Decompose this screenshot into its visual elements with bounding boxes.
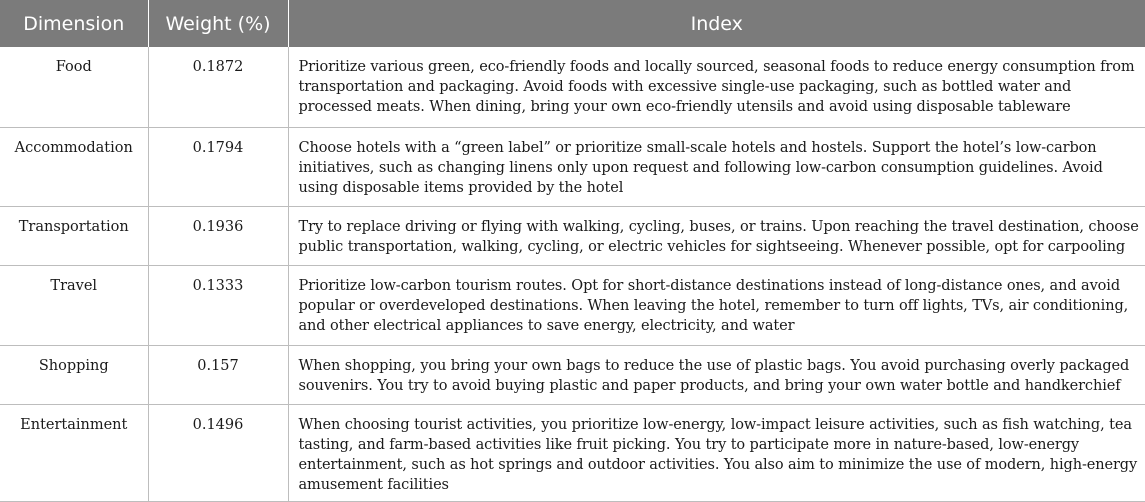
table-row — [0, 345, 1145, 404]
header-dimension: Dimension — [0, 0, 148, 47]
index-cell: When shopping, you bring your own bags to reduce the use of plastic bags. You avoid purchasing overly packaged souvenirs. You try to avoid buying plastic and paper products, and bring your own water bottle and handkerchief — [288, 345, 1145, 404]
table-row — [0, 47, 1145, 127]
index-cell: Prioritize low-carbon tourism routes. Opt for short-distance destinations instead of long-distance ones, and avoid popular or overdeveloped destinations. When leaving the hotel, remember to turn off lights, TVs, air conditioning, and other electrical appliances to save energy, electricity, and water — [288, 265, 1145, 345]
dimension-cell: Food — [0, 47, 148, 127]
table-body — [0, 47, 1145, 501]
index-cell: Prioritize various green, eco-friendly foods and locally sourced, seasonal foods to reduce energy consumption from transportation and packaging. Avoid foods with excessive single-use packaging, such as bottled water and processed meats. When dining, bring your own eco-friendly utensils and avoid using disposable tableware — [288, 47, 1145, 127]
header-weight: Weight (%) — [148, 0, 288, 47]
index-cell: Try to replace driving or flying with walking, cycling, buses, or trains. Upon reaching the travel destination, choose public transportation, walking, cycling, or electric vehicles for sightseeing. Whenever possible, opt for carpooling — [288, 206, 1145, 265]
weight-cell: 0.1794 — [148, 127, 288, 206]
weight-cell: 0.1936 — [148, 206, 288, 265]
header-index: Index — [690, 12, 743, 35]
dimension-cell: Travel — [0, 265, 148, 345]
weight-cell: 0.1333 — [148, 265, 288, 345]
table-header — [0, 0, 1145, 47]
table-row — [0, 206, 1145, 265]
weight-cell: 0.157 — [148, 345, 288, 404]
dimension-cell: Entertainment — [0, 404, 148, 501]
header-row — [0, 0, 1145, 47]
table-row — [0, 265, 1145, 345]
table-row — [0, 404, 1145, 501]
index-cell: Choose hotels with a “green label” or prioritize small-scale hotels and hostels. Support the hotel’s low-carbon initiatives, such as changing linens only upon request and following low-carbon consumption guidelines. Avoid using disposable items provided by the hotel — [288, 127, 1145, 206]
dimension-cell: Accommodation — [0, 127, 148, 206]
weight-cell: 0.1872 — [148, 47, 288, 127]
dimension-cell: Transportation — [0, 206, 148, 265]
index-cell: When choosing tourist activities, you prioritize low-energy, low-impact leisure activities, such as fish watching, tea tasting, and farm-based activities like fruit picking. You try to participate more in nature-based, low-energy entertainment, such as hot springs and outdoor activities. You also aim to minimize the use of modern, high-energy amusement facilities — [288, 404, 1145, 501]
table-row — [0, 127, 1145, 206]
weight-cell: 0.1496 — [148, 404, 288, 501]
dimension-cell: Shopping — [0, 345, 148, 404]
